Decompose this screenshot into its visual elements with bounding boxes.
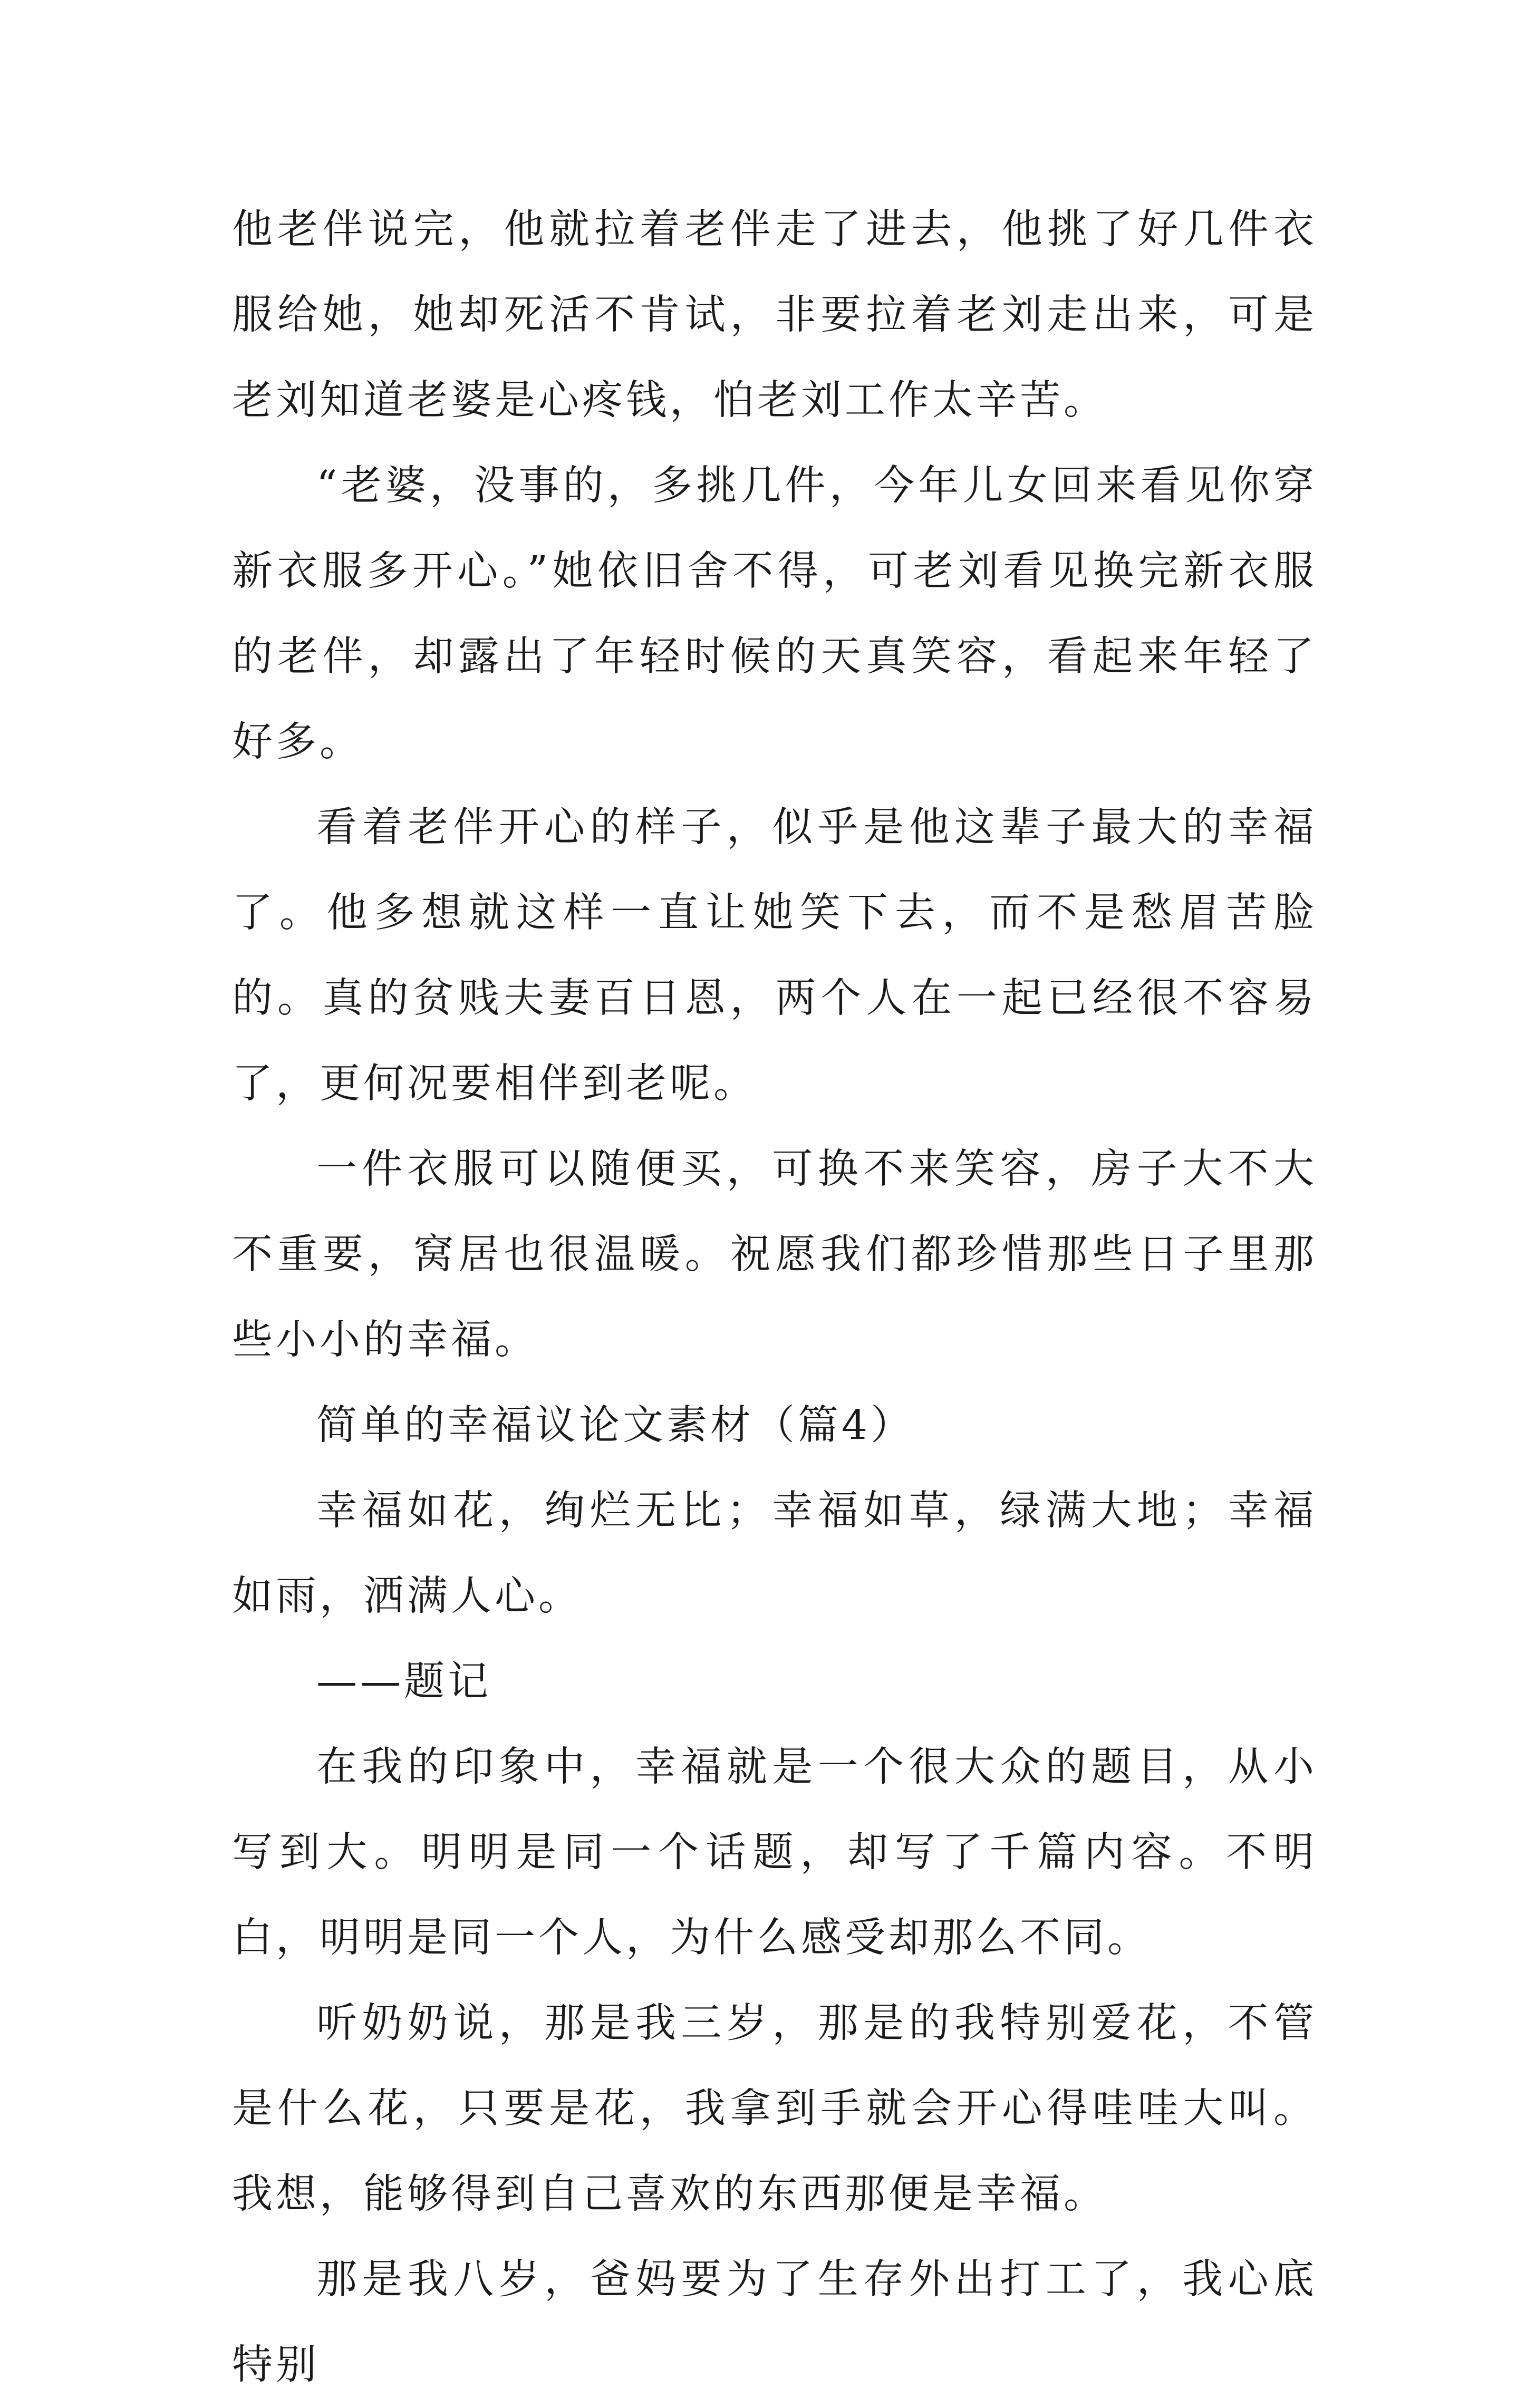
paragraph: 在我的印象中，幸福就是一个很大众的题目，从小写到大。明明是同一个话题，却写了千篇内容。不明白，明明是同一个人，为什么感受却那么不同。: [232, 1744, 1317, 1961]
paragraph: 看着老伴开心的样子，似乎是他这辈子最大的幸福了。他多想就这样一直让她笑下去，而不是愁眉苦脸的。真的贫贱夫妻百日恩，两个人在一起已经很不容易了，更何况要相伴到老呢。: [232, 804, 1317, 1107]
paragraph: 那是我八岁，爸妈要为了生存外出打工了，我心底特别: [232, 2256, 1317, 2388]
paragraph: “老婆，没事的，多挑几件，今年儿女回来看见你穿新衣服多开心。”她依旧舍不得，可老刘看见换完新衣服的老伴，却露出了年轻时候的天真笑容，看起来年轻了好多。: [232, 462, 1317, 766]
document-body: [232, 187, 1317, 2408]
paragraph: 他老伴说完，他就拉着老伴走了进去，他挑了好几件衣服给她，她却死活不肯试，非要拉着老刘走出来，可是老刘知道老婆是心疼钱，怕老刘工作太辛苦。: [232, 206, 1317, 424]
epigraph-attribution: ——题记: [316, 1658, 491, 1705]
paragraph: 听奶奶说，那是我三岁，那是的我特别爱花，不管是什么花，只要是花，我拿到手就会开心得哇哇大叫。我想，能够得到自己喜欢的东西那便是幸福。: [232, 2000, 1317, 2218]
paragraph: 一件衣服可以随便买，可换不来笑容，房子大不大不重要，窝居也很温暖。祝愿我们都珍惜那些日子里那些小小的幸福。: [232, 1146, 1317, 1363]
section-heading: 简单的幸福议论文素材（篇4）: [316, 1402, 914, 1449]
paragraph: 幸福如花，绚烂无比；幸福如草，绿满大地；幸福如雨，洒满人心。: [232, 1487, 1317, 1620]
